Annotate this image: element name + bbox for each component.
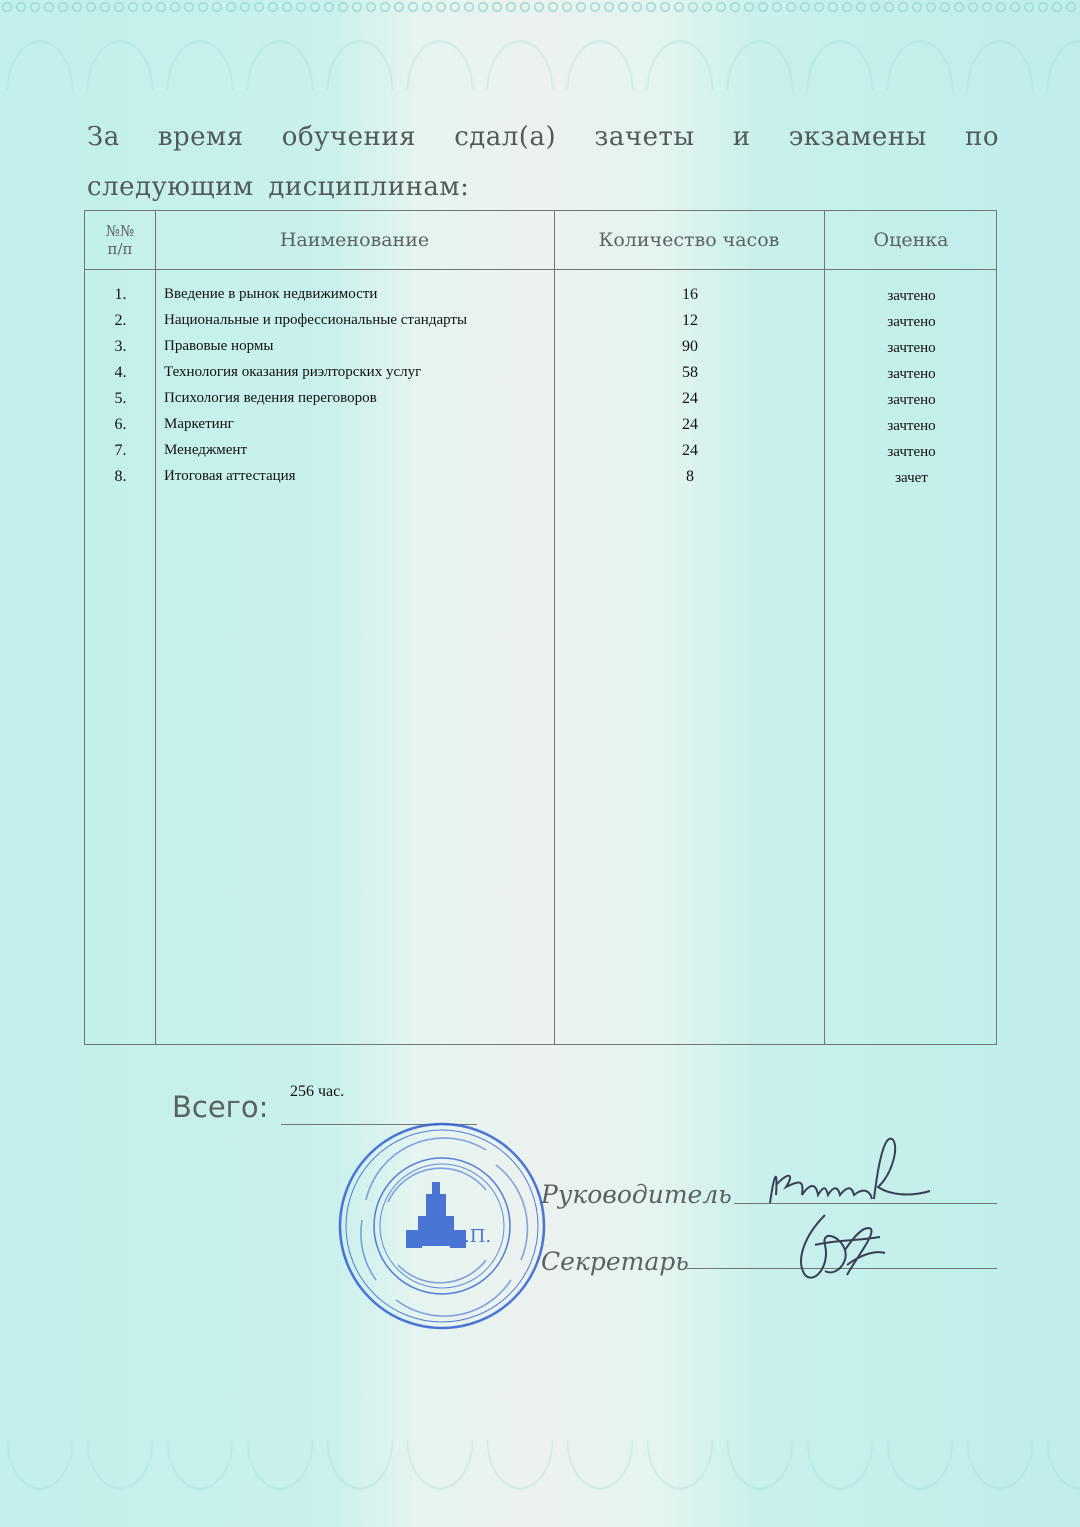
row-hours: 16	[682, 286, 698, 303]
svg-text:.П.: .П.	[464, 1226, 492, 1247]
table-row	[85, 468, 998, 494]
table-row	[85, 390, 998, 416]
row-grade: зачтено	[887, 340, 936, 356]
header-hours: Количество часов	[598, 229, 780, 251]
row-discipline: Введение в рынок недвижимости	[164, 286, 378, 302]
row-number: 1.	[114, 286, 127, 303]
table-row	[85, 312, 998, 338]
header-number-line2: п/п	[107, 240, 133, 258]
row-number: 8.	[114, 468, 127, 485]
row-grade: зачтено	[887, 366, 936, 382]
row-number: 4.	[114, 364, 127, 381]
row-hours: 24	[682, 442, 698, 459]
row-grade: зачтено	[887, 314, 936, 330]
table-row	[85, 364, 998, 390]
row-grade: зачтено	[887, 392, 936, 408]
guilloche-pattern-top	[0, 30, 1080, 90]
row-grade: зачтено	[887, 444, 936, 460]
table-row	[85, 338, 998, 364]
row-grade: зачет	[895, 470, 928, 486]
secretary-signature	[785, 1205, 895, 1290]
row-hours: 24	[682, 416, 698, 433]
row-discipline: Технология оказания риэлторских услуг	[164, 364, 422, 380]
table-row	[85, 416, 998, 442]
row-discipline: Национальные и профессиональные стандарты	[164, 312, 468, 328]
row-discipline: Правовые нормы	[164, 338, 274, 354]
row-grade: зачтено	[887, 288, 936, 304]
total-value: 256 час.	[290, 1083, 345, 1100]
row-number: 3.	[114, 338, 127, 355]
row-hours: 24	[682, 390, 698, 407]
director-signature	[760, 1125, 940, 1215]
row-hours: 12	[682, 312, 698, 329]
row-discipline: Маркетинг	[164, 416, 234, 432]
header-number	[85, 211, 155, 269]
table-row	[85, 442, 998, 468]
header-divider	[85, 269, 996, 270]
header-number-line1: №№	[105, 222, 135, 240]
row-number: 7.	[114, 442, 127, 459]
page-heading: За время обучения сдал(а) зачеты и экзамены по следующим дисциплинам:	[87, 122, 999, 202]
row-hours: 58	[682, 364, 698, 381]
row-discipline: Психология ведения переговоров	[164, 390, 377, 406]
total-label: Всего:	[172, 1090, 269, 1124]
header-grade: Оценка	[873, 229, 949, 251]
row-hours: 90	[682, 338, 698, 355]
organization-stamp	[336, 1120, 548, 1332]
table-row	[85, 286, 998, 312]
disciplines-table	[84, 210, 997, 1045]
row-number: 5.	[114, 390, 127, 407]
row-number: 6.	[114, 416, 127, 433]
row-discipline: Менеджмент	[164, 442, 248, 458]
secretary-label: Секретарь	[541, 1247, 689, 1276]
row-discipline: Итоговая аттестация	[164, 468, 296, 484]
header-name: Наименование	[279, 229, 430, 251]
row-hours: 8	[686, 468, 694, 485]
decorative-border	[0, 0, 1080, 14]
row-grade: зачтено	[887, 418, 936, 434]
director-label: Руководитель	[541, 1180, 732, 1209]
guilloche-pattern-bottom	[0, 1440, 1080, 1500]
row-number: 2.	[114, 312, 127, 329]
